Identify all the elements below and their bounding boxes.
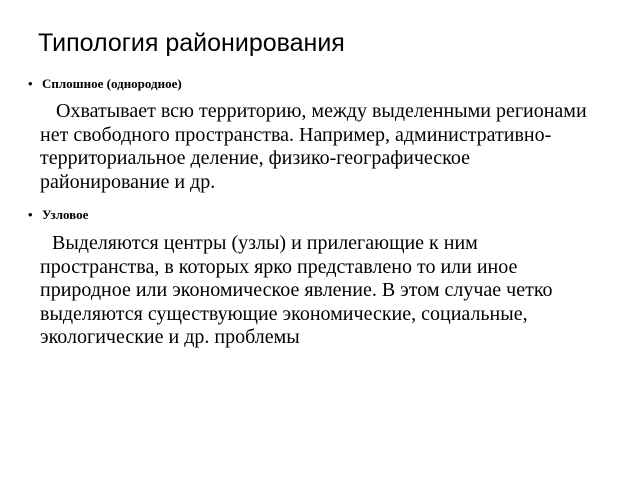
bullet-description: Выделяются центры (узлы) и прилегающие к ним пространства, в которых ярко представлено то или иное природное или экономическое явление. В этом случае четко выделяются существующие экономические, социальные, экологические и др. проблемы	[40, 232, 553, 348]
bullet-label: Сплошное (однородное)	[42, 76, 182, 91]
bullet-description: Охватывает всю территорию, между выделенными регионами нет свободного пространства. Например, административно-территориальное деление, физико-географическое районирование и др.	[40, 100, 587, 193]
bullet-label: Узловое	[42, 207, 89, 222]
slide-title: Типология районирования	[38, 29, 345, 57]
bullet-dot-icon: •	[28, 207, 33, 222]
bullet-dot-icon: •	[28, 76, 33, 91]
